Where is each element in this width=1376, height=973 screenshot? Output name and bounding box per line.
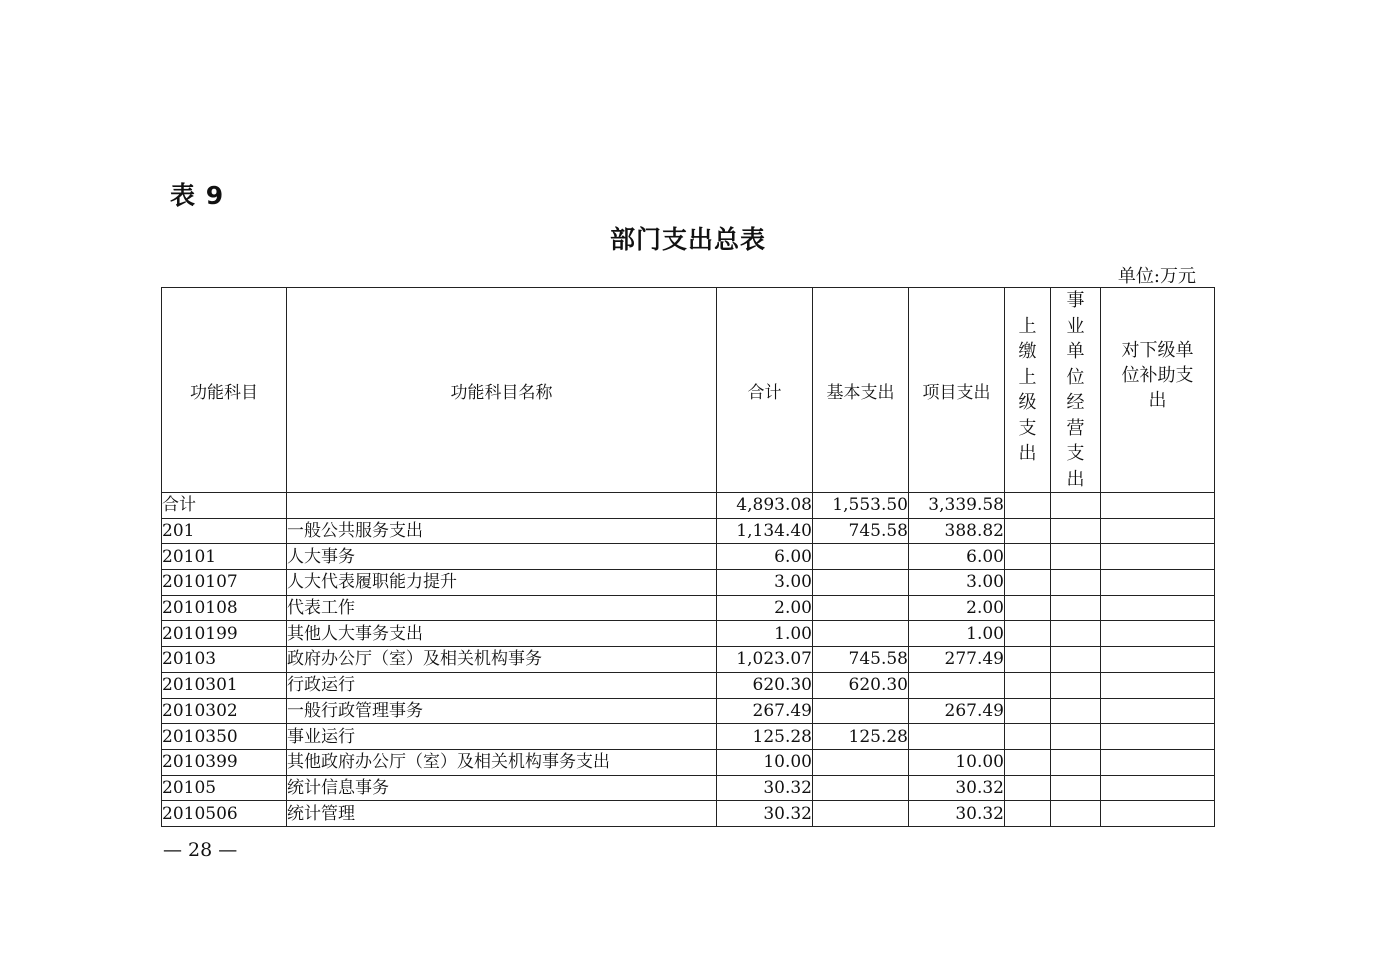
cell-project: 2.00 [909,595,1005,621]
cell-subsidy [1101,570,1215,596]
cell-code: 2010350 [162,724,287,750]
cell-code: 合计 [162,493,287,519]
cell-name: 其他政府办公厅（室）及相关机构事务支出 [287,749,717,775]
cell-basic: 745.58 [813,647,909,673]
cell-name: 其他人大事务支出 [287,621,717,647]
cell-total: 1,134.40 [717,518,813,544]
table-body [162,493,1215,827]
cell-business [1051,544,1101,570]
cell-total: 30.32 [717,801,813,827]
cell-project [909,672,1005,698]
cell-name: 统计管理 [287,801,717,827]
table-row [162,775,1215,801]
cell-basic [813,621,909,647]
cell-business [1051,749,1101,775]
cell-subsidy [1101,724,1215,750]
header-upper [1005,288,1051,493]
cell-upper [1005,672,1051,698]
cell-upper [1005,621,1051,647]
cell-total: 10.00 [717,749,813,775]
cell-upper [1005,518,1051,544]
cell-business [1051,595,1101,621]
cell-total: 1.00 [717,621,813,647]
cell-project: 388.82 [909,518,1005,544]
cell-code: 2010302 [162,698,287,724]
cell-code: 2010107 [162,570,287,596]
cell-project: 10.00 [909,749,1005,775]
cell-business [1051,801,1101,827]
cell-subsidy [1101,801,1215,827]
cell-subsidy [1101,672,1215,698]
cell-basic [813,544,909,570]
table-row [162,518,1215,544]
cell-basic [813,698,909,724]
table-row [162,724,1215,750]
cell-project: 6.00 [909,544,1005,570]
cell-name: 一般行政管理事务 [287,698,717,724]
table-row [162,493,1215,519]
table-row [162,672,1215,698]
cell-business [1051,647,1101,673]
cell-basic [813,595,909,621]
table-row [162,570,1215,596]
table-row [162,647,1215,673]
cell-total: 3.00 [717,570,813,596]
page-number: — 28 — [163,839,238,861]
cell-project: 30.32 [909,801,1005,827]
cell-code: 2010301 [162,672,287,698]
cell-code: 2010399 [162,749,287,775]
cell-code: 20103 [162,647,287,673]
table-number-label: 表 9 [170,181,225,210]
cell-subsidy [1101,518,1215,544]
header-code: 功能科目 [162,288,287,493]
cell-subsidy [1101,595,1215,621]
page-title: 部门支出总表 [609,225,766,254]
cell-basic [813,749,909,775]
header-basic: 基本支出 [813,288,909,493]
cell-business [1051,775,1101,801]
cell-basic: 1,553.50 [813,493,909,519]
cell-total: 125.28 [717,724,813,750]
cell-upper [1005,801,1051,827]
cell-subsidy [1101,493,1215,519]
cell-name: 行政运行 [287,672,717,698]
cell-subsidy [1101,621,1215,647]
cell-total: 30.32 [717,775,813,801]
cell-basic: 745.58 [813,518,909,544]
cell-business [1051,518,1101,544]
cell-name: 一般公共服务支出 [287,518,717,544]
cell-basic: 620.30 [813,672,909,698]
header-business-text: 事业单位经营支出 [1066,290,1085,490]
cell-project: 1.00 [909,621,1005,647]
cell-name: 人大事务 [287,544,717,570]
cell-upper [1005,775,1051,801]
cell-total: 2.00 [717,595,813,621]
cell-subsidy [1101,749,1215,775]
header-subsidy [1101,288,1215,493]
cell-business [1051,698,1101,724]
cell-subsidy [1101,647,1215,673]
cell-upper [1005,570,1051,596]
cell-project: 3,339.58 [909,493,1005,519]
cell-code: 2010199 [162,621,287,647]
cell-name: 人大代表履职能力提升 [287,570,717,596]
table-row [162,749,1215,775]
header-upper-text: 上缴上级支出 [1018,315,1037,464]
cell-subsidy [1101,698,1215,724]
table-row [162,595,1215,621]
unit-label: 单位:万元 [1117,266,1196,287]
cell-basic: 125.28 [813,724,909,750]
cell-code: 2010506 [162,801,287,827]
cell-project [909,724,1005,750]
cell-upper [1005,544,1051,570]
cell-subsidy [1101,544,1215,570]
cell-code: 20105 [162,775,287,801]
cell-code: 2010108 [162,595,287,621]
table-row [162,621,1215,647]
header-subsidy-text: 对下级单位补助支出 [1121,339,1194,411]
header-name: 功能科目名称 [287,288,717,493]
cell-subsidy [1101,775,1215,801]
cell-total: 620.30 [717,672,813,698]
cell-project: 267.49 [909,698,1005,724]
cell-total: 4,893.08 [717,493,813,519]
table-row [162,801,1215,827]
cell-upper [1005,647,1051,673]
cell-basic [813,775,909,801]
table-row [162,544,1215,570]
table-row [162,698,1215,724]
cell-name: 政府办公厅（室）及相关机构事务 [287,647,717,673]
cell-upper [1005,493,1051,519]
cell-project: 3.00 [909,570,1005,596]
cell-code: 20101 [162,544,287,570]
cell-upper [1005,749,1051,775]
cell-upper [1005,698,1051,724]
header-total: 合计 [717,288,813,493]
cell-business [1051,672,1101,698]
cell-business [1051,493,1101,519]
header-row [162,288,1215,493]
cell-business [1051,621,1101,647]
cell-code: 201 [162,518,287,544]
cell-upper [1005,595,1051,621]
cell-name: 统计信息事务 [287,775,717,801]
cell-basic [813,801,909,827]
expenditure-table [161,287,1215,827]
cell-basic [813,570,909,596]
cell-project: 277.49 [909,647,1005,673]
cell-total: 1,023.07 [717,647,813,673]
cell-project: 30.32 [909,775,1005,801]
cell-business [1051,724,1101,750]
cell-total: 267.49 [717,698,813,724]
cell-total: 6.00 [717,544,813,570]
cell-upper [1005,724,1051,750]
header-project: 项目支出 [909,288,1005,493]
cell-name [287,493,717,519]
cell-name: 代表工作 [287,595,717,621]
cell-name: 事业运行 [287,724,717,750]
header-business [1051,288,1101,493]
cell-business [1051,570,1101,596]
